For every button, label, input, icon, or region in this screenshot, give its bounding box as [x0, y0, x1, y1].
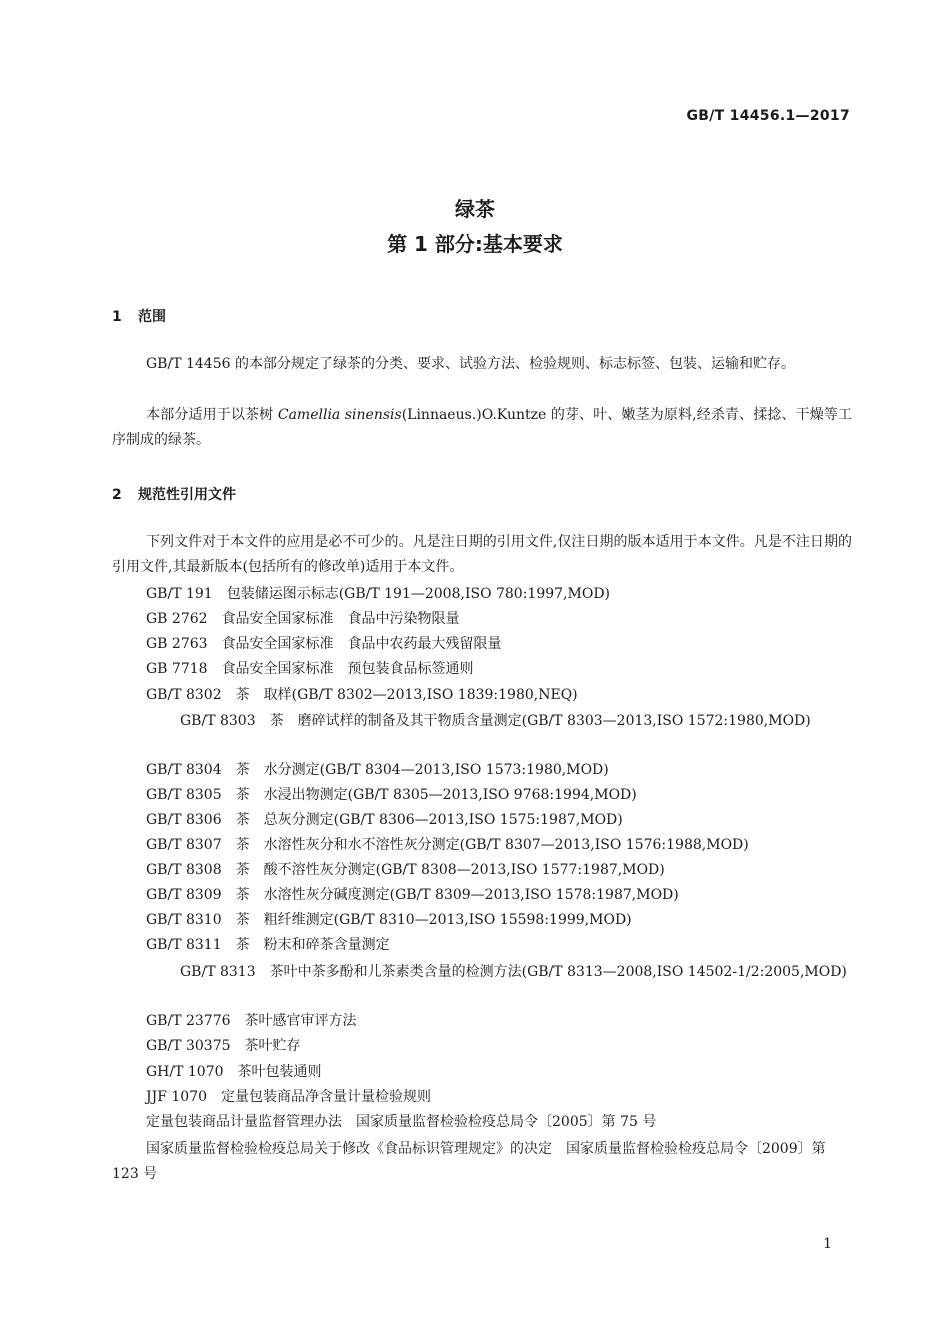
reference-item [146, 1010, 357, 1030]
reference-item [146, 859, 665, 879]
reference-title: 茶 酸不溶性灰分测定(GB/T 8308—2013,ISO 1577:1987,MOD) [235, 862, 665, 878]
reference-title: 茶 水分测定(GB/T 8304—2013,ISO 1573:1980,MOD) [235, 762, 609, 778]
section-heading-scope [112, 306, 166, 326]
doc-subtitle: 第 1 部分:基本要求 [387, 232, 563, 256]
reference-item [146, 934, 390, 954]
section-heading-refs [112, 484, 236, 504]
reference-title: 茶 磨碎试样的制备及其干物质含量测定(GB/T 8303—2013,ISO 1572:1980,MOD) [269, 713, 811, 729]
section-title: 范围 [138, 309, 166, 325]
reference-code: GB/T 23776 [146, 1013, 231, 1029]
reference-title: 食品安全国家标准 食品中农药最大残留限量 [221, 636, 502, 652]
reference-item [146, 784, 637, 804]
reference-code: GH/T 1070 [146, 1064, 224, 1080]
reference-item [146, 633, 502, 653]
reference-title: 茶叶包装通则 [237, 1064, 322, 1080]
scope-text-2-species: Camellia sinensis [277, 407, 402, 423]
reference-title: 茶叶中茶多酚和儿茶素类含量的检测方法(GB/T 8313—2008,ISO 14502-1/2:2005,MOD) [269, 964, 847, 980]
reference-title: 定量包装商品净含量计量检验规则 [221, 1089, 432, 1105]
section-number: 1 [112, 309, 122, 325]
reference-item [146, 583, 610, 603]
reference-code: GB/T 8306 [146, 812, 222, 828]
scope-text-2b: (Linnaeus.)O.Kuntze 的芽、叶、嫩茎为原料,经杀青、揉捻、干燥等工序制成的绿茶。 [112, 407, 853, 448]
reference-code: GB/T 8308 [146, 862, 222, 878]
reference-item [112, 709, 852, 734]
reference-code: GB/T 30375 [146, 1038, 231, 1054]
reference-code: GB/T 8307 [146, 837, 222, 853]
standard-number: GB/T 14456.1—2017 [686, 108, 850, 124]
doc-title: 绿茶 [455, 197, 495, 221]
reference-title: 茶 取样(GB/T 8302—2013,ISO 1839:1980,NEQ) [235, 687, 578, 703]
reference-item [146, 759, 609, 779]
section-title: 规范性引用文件 [138, 487, 236, 503]
refs-intro [112, 530, 852, 580]
reference-item [146, 1061, 322, 1081]
reference-code: GB 2762 [146, 611, 208, 627]
reference-title: 茶叶感官审评方法 [244, 1013, 357, 1029]
reference-item [146, 658, 474, 678]
reference-code: GB/T 8302 [146, 687, 222, 703]
reference-code: GB 7718 [146, 661, 208, 677]
reference-title: 食品安全国家标准 预包装食品标签通则 [221, 661, 474, 677]
reference-title: 茶 水浸出物测定(GB/T 8305—2013,ISO 9768:1994,MOD) [235, 787, 637, 803]
reference-code: GB/T 8303 [180, 713, 256, 729]
reference-code: GB/T 8311 [146, 937, 222, 953]
reference-item [146, 1035, 301, 1055]
reference-title: 茶 水溶性灰分碱度测定(GB/T 8309—2013,ISO 1578:1987,MOD) [235, 887, 679, 903]
reference-code: GB/T 191 [146, 586, 213, 602]
reference-item [146, 608, 460, 628]
reference-title: 茶 水溶性灰分和水不溶性灰分测定(GB/T 8307—2013,ISO 1576:1988,MOD) [235, 837, 749, 853]
scope-paragraph-1 [112, 352, 852, 377]
reference-item [146, 1086, 431, 1106]
page-number: 1 [823, 1236, 832, 1252]
reference-code: GB/T 8305 [146, 787, 222, 803]
reference-code: GB/T 8309 [146, 887, 222, 903]
section-number: 2 [112, 487, 122, 503]
scope-text-1: GB/T 14456 的本部分规定了绿茶的分类、要求、试验方法、检验规则、标志标签、包装、运输和贮存。 [146, 356, 795, 372]
reference-title: 食品安全国家标准 食品中污染物限量 [221, 611, 460, 627]
scope-paragraph-2 [112, 403, 852, 453]
reference-title: 茶 总灰分测定(GB/T 8306—2013,ISO 1575:1987,MOD) [235, 812, 623, 828]
reference-item [146, 834, 749, 854]
reference-code: GB/T 8304 [146, 762, 222, 778]
reference-code: GB/T 8310 [146, 912, 222, 928]
reference-code: GB 2763 [146, 636, 208, 652]
reference-title: 茶 粉末和碎茶含量测定 [235, 937, 390, 953]
reference-regulation: 定量包装商品计量监督管理办法 国家质量监督检验检疫总局令〔2005〕第 75 号 [146, 1114, 657, 1130]
reference-item [146, 909, 632, 929]
reference-item [146, 809, 623, 829]
reference-title: 茶 粗纤维测定(GB/T 8310—2013,ISO 15598:1999,MOD) [235, 912, 632, 928]
reference-regulation: 国家质量监督检验检疫总局关于修改《食品标识管理规定》的决定 国家质量监督检验检疫总局令〔2009〕第 123 号 [112, 1141, 826, 1182]
reference-item [146, 884, 679, 904]
reference-title: 茶叶贮存 [244, 1038, 301, 1054]
scope-text-2a: 本部分适用于以茶树 [146, 407, 278, 423]
reference-item [146, 684, 578, 704]
reference-item [112, 960, 852, 985]
reference-title: 包装储运图示标志(GB/T 191—2008,ISO 780:1997,MOD) [226, 586, 611, 602]
reference-code: GB/T 8313 [180, 964, 256, 980]
refs-intro-text: 下列文件对于本文件的应用是必不可少的。凡是注日期的引用文件,仅注日期的版本适用于本文件。凡是不注日期的引用文件,其最新版本(包括所有的修改单)适用于本文件。 [112, 534, 852, 575]
reference-code: JJF 1070 [146, 1089, 208, 1105]
